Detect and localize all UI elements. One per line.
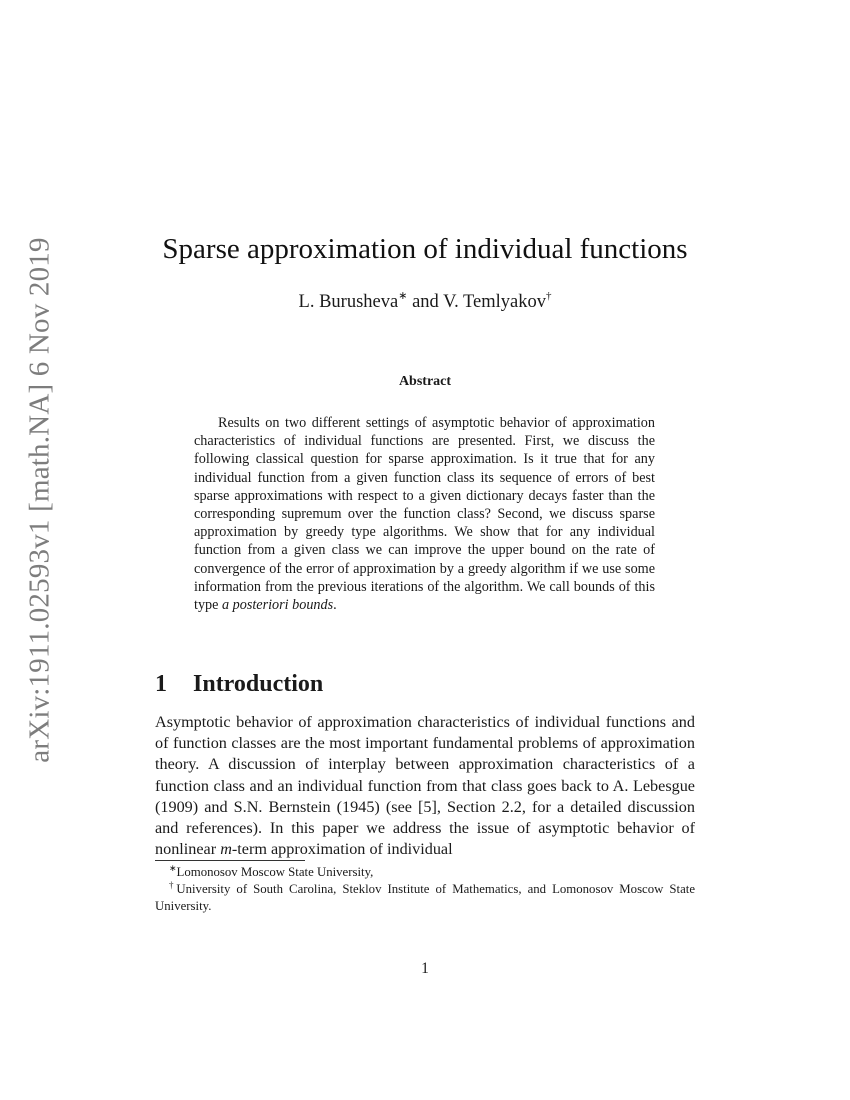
page-number: 1 (421, 960, 429, 977)
author-connector: and (412, 292, 439, 312)
section-heading (155, 668, 323, 700)
footnote-2 (155, 881, 695, 915)
section-number: 1 (155, 671, 167, 697)
section-title: Introduction (193, 671, 324, 697)
abstract-text-main: Results on two different settings of asymptotic behavior of approximation characteristics of individual functions are presented. First, we discuss the following classical question for sparse approximation. Is it true that for any individual function from a given function class its sequence of errors of best sparse approximations with respect to a given dictionary decays faster than the corresponding supremum over the function class? Second, we discuss sparse approximation by greedy type algorithms. We show that for any individual function from a given class we can improve the upper bound on the rate of convergence of the error of approximation by a greedy algorithm if we use some information from the previous iterations of the algorithm. We call bounds of this type (194, 415, 655, 614)
footnotes (155, 864, 695, 915)
arxiv-identifier-stamp: arXiv:1911.02593v1 [math.NA] 6 Nov 2019 (23, 237, 56, 763)
abstract-emphasis: a posteriori bounds (221, 597, 334, 614)
affiliation-mark: ∗ (398, 290, 408, 302)
intro-text-main: Asymptotic behavior of approximation characteristics of individual functions and of function classes are the most important fundamental problems of approximation theory. A discussion of interplay between approximation characteristics of a function class and an individual function from that class goes back to A. Lebesgue (1909) and S.N. Bernstein (1945) (see [5], Section 2.2, for a detailed discussion and references). In this paper we address the issue of asymptotic behavior of nonlinear (155, 713, 695, 859)
footnote-text: Lomonosov Moscow State University, (176, 865, 374, 879)
author-name: V. Temlyakov (443, 292, 546, 312)
author-line (0, 290, 850, 314)
footnote-text: University of South Carolina, Steklov Institute of Mathematics, and Lomonosov Moscow State University. (155, 882, 695, 913)
paper-title: Sparse approximation of individual functions (162, 233, 688, 265)
footnote-divider (155, 860, 305, 861)
abstract-text (194, 414, 655, 614)
footnote-mark: † (169, 880, 177, 890)
footnote-1 (155, 864, 695, 881)
footnote-mark: ∗ (169, 863, 177, 873)
affiliation-mark: † (545, 290, 552, 302)
intro-paragraph (155, 712, 695, 860)
intro-text-end: -term approximation of individual (231, 840, 453, 859)
abstract-heading: Abstract (398, 374, 452, 389)
author-name: L. Burusheva (298, 292, 399, 312)
abstract-text-end: . (333, 597, 337, 614)
intro-math-variable: m (220, 840, 232, 859)
